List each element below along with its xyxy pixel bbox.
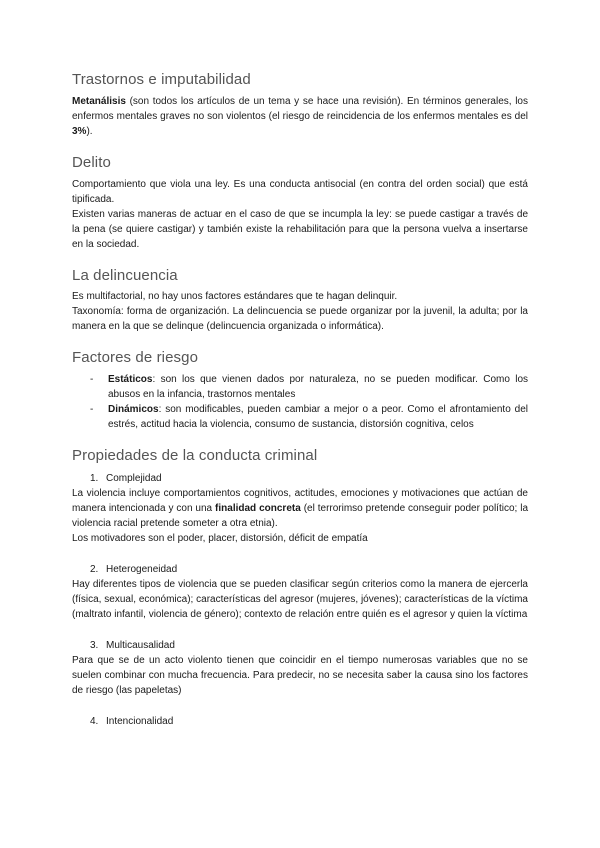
item-label: Intencionalidad bbox=[106, 716, 174, 727]
heading-factores: Factores de riesgo bbox=[72, 349, 199, 366]
heading-propiedades: Propiedades de la conducta criminal bbox=[72, 447, 318, 464]
heading-delincuencia: La delincuencia bbox=[72, 267, 178, 284]
dash-bullet: - bbox=[90, 374, 94, 385]
heading-delito: Delito bbox=[72, 154, 111, 171]
item-number: 2. bbox=[90, 564, 99, 575]
item-label: Complejidad bbox=[106, 473, 162, 484]
paragraph-complejidad-1 bbox=[72, 486, 528, 531]
text-complejidad-b: (el terrorimso pretende conseguir poder político; la violencia racial pretende someter a otra etnia). bbox=[72, 503, 529, 529]
numbered-item-heterogeneidad bbox=[72, 562, 528, 577]
paragraph-delincuencia-1: Es multifactorial, no hay unos factores estándares que te hagan delinquir. bbox=[72, 291, 398, 302]
heading-trastornos: Trastornos e imputabilidad bbox=[72, 71, 251, 88]
paragraph-complejidad-2: Los motivadores son el poder, placer, distorsión, déficit de empatía bbox=[72, 533, 368, 544]
paragraph-delincuencia-2: Taxonomía: forma de organización. La delincuencia se puede organizar por la juvenil, la adulta; por la manera en la que se delinque (delincuencia organizada o informática). bbox=[72, 306, 528, 332]
term-metanalisis: Metanálisis bbox=[72, 96, 126, 107]
item-number: 3. bbox=[90, 640, 99, 651]
item-number: 4. bbox=[90, 716, 99, 727]
text-complejidad-a: La violencia incluye comportamientos cognitivos, actitudes, emociones y motivaciones que actúan de manera intencionada y con una bbox=[72, 488, 528, 514]
numbered-item-intencionalidad bbox=[72, 714, 528, 729]
term-estaticos: Estáticos bbox=[108, 374, 153, 385]
document-body bbox=[72, 70, 528, 729]
list-item-estaticos bbox=[72, 372, 528, 402]
factores-list bbox=[72, 372, 528, 432]
paragraph-delito-1: Comportamiento que viola una ley. Es una conducta antisocial (en contra del orden social) que está tipificada. bbox=[72, 179, 528, 205]
paragraph-heterogeneidad: Hay diferentes tipos de violencia que se pueden clasificar según criterios como la manera de ejercerla (física, sexual, económica); características del agresor (mujeres, jóvenes); características de la víctima (maltrato infantil, violencia de género); contexto de relación entre quién es el agresor y quien la víctima bbox=[72, 579, 528, 620]
term-dinamicos: Dinámicos bbox=[108, 404, 159, 415]
text-metanalisis-end: ). bbox=[86, 126, 93, 137]
numbered-item-multicausalidad bbox=[72, 638, 528, 653]
list-item-dinamicos bbox=[72, 402, 528, 432]
text-metanalisis: (son todos los artículos de un tema y se hace una revisión). En términos generales, los enfermos mentales graves no son violentos (el riesgo de reincidencia de los enfermos mentales es del bbox=[72, 96, 528, 122]
dash-bullet: - bbox=[90, 404, 94, 415]
paragraph-delito-2: Existen varias maneras de actuar en el caso de que se incumpla la ley: se puede castigar a través de la pena (se quiere castigar) y también existe la rehabilitación para que la persona vuelva a insertarse en la sociedad. bbox=[72, 209, 528, 250]
text-estaticos: : son los que vienen dados por naturaleza, no se pueden modificar. Como los abusos en la infancia, trastornos mentales bbox=[108, 374, 528, 400]
numbered-item-complejidad bbox=[72, 471, 528, 486]
item-number: 1. bbox=[90, 473, 99, 484]
item-label: Heterogeneidad bbox=[106, 564, 178, 575]
paragraph-multicausalidad: Para que se de un acto violento tienen que coincidir en el tiempo numerosas variables que no se suelen combinar con mucha frecuencia. Para predecir, no se necesita saber la causa sino los factores de riesgo (las papeletas) bbox=[72, 655, 528, 696]
text-dinamicos: : son modificables, pueden cambiar a mejor o a peor. Como el afrontamiento del estrés, actitud hacia la violencia, consumo de sustancia, distorsión cognitiva, celos bbox=[108, 404, 528, 430]
item-label: Multicausalidad bbox=[106, 640, 175, 651]
paragraph-metanalisis bbox=[72, 94, 528, 139]
pct-reincidencia: 3% bbox=[72, 126, 87, 137]
term-finalidad: finalidad concreta bbox=[215, 503, 301, 514]
